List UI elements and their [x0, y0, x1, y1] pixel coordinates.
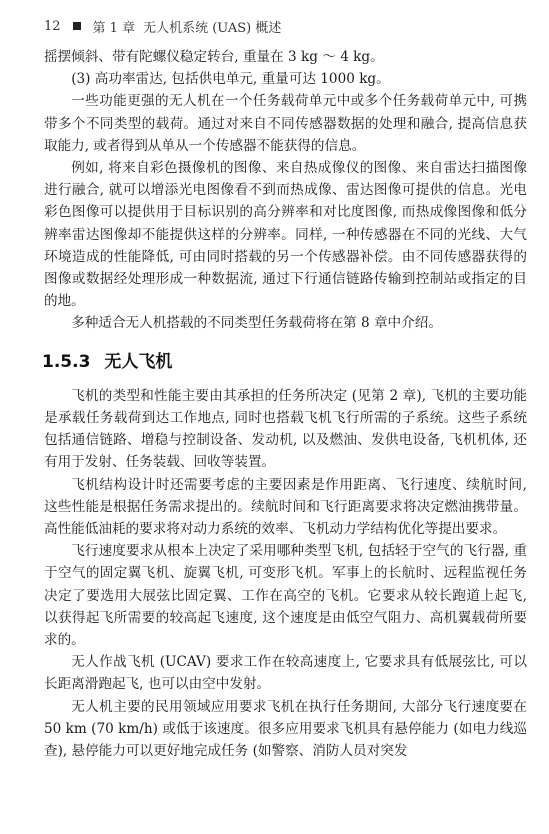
- paragraph-civil-applications: 无人机主要的民用领域应用要求飞机在执行任务期间, 大部分飞行速度要在 50 km (70 km/h) 或低于该速度。很多应用要求飞机具有悬停能力 (如电力线巡查), 悬停能力可以更好地完成任务 (如警察、消防人员对突发: [44, 698, 527, 760]
- paragraph-structure-design: 飞机结构设计时还需要考虑的主要因素是作用距离、飞行速度、续航时间, 这些性能是根据任务需求提出的。续航时间和飞行距离要求将决定燃油携带量。高性能低油耗的要求将对动力系统的效率、飞机动力学结构优化等提出要求。: [44, 476, 527, 538]
- running-header: [44, 14, 527, 38]
- chapter-label: 第 1 章: [92, 20, 136, 36]
- section-heading: [42, 351, 527, 373]
- paragraph-list-item-3: (3) 高功率雷达, 包括供电单元, 重量可达 1000 kg。: [71, 71, 390, 88]
- paragraph-continued: 摇摆倾斜、带有陀螺仪稳定转台, 重量在 3 kg ～ 4 kg。: [44, 49, 384, 65]
- paragraph-image-fusion: 例如, 将来自彩色摄像机的图像、来自热成像仪的图像、来自雷达扫描图像进行融合, 就可以增添光电图像看不到而热成像、雷达图像可提供的信息。光电彩色图像可以提供用于目标识别的高分辨率和对比度图像, 而热成像图像和低分辨率雷达图像却不能提供这样的分辨率。同样, 一种传感器在不同的光线、大气环境造成的性能降低, 可由同时搭载的另一个传感器补偿。由不同传感器获得的图像或数据经处理形成一种数据流, 通过下行通信链路传输到控制站或指定的目的地。: [44, 160, 527, 310]
- page-number: 12: [44, 18, 61, 34]
- page-body: [44, 46, 527, 762]
- square-bullet-icon: [73, 22, 81, 30]
- section-number: 1.5.3: [42, 351, 91, 372]
- paragraph-chapter-reference: 多种适合无人机搭载的不同类型任务载荷将在第 8 章中介绍。: [71, 315, 442, 332]
- paragraph-ucav: 无人作战飞机 (UCAV) 要求工作在较高速度上, 它要求具有低展弦比, 可以长距离滑跑起飞, 也可以由空中发射。: [44, 654, 527, 693]
- chapter-title: 无人机系统 (UAS) 概述: [143, 20, 282, 36]
- paragraph-aircraft-type: 飞机的类型和性能主要由其承担的任务所决定 (见第 2 章), 飞机的主要功能是承载任务载荷到达工作地点, 同时也搭载飞机飞行所需的子系统。这些子系统包括通信链路、增稳与控制设备、发动机, 以及燃油、发供电设备, 飞机机体, 还有用于发射、任务装载、回收等装置。: [44, 387, 527, 471]
- paragraph-flight-speed: 飞行速度要求从根本上决定了采用哪种类型飞机, 包括轻于空气的飞行器, 重于空气的固定翼飞机、旋翼飞机, 可变形飞机。军事上的长航时、远程监视任务决定了要选用大展弦比固定翼、工作在高空的飞机。它要求从较长跑道上起飞, 以获得起飞所需要的较高起飞速度, 这个速度是由低空气阻力、高机翼载荷所要求的。: [44, 543, 527, 649]
- section-title: 无人飞机: [104, 351, 173, 372]
- paragraph-multi-payload: 一些功能更强的无人机在一个任务载荷单元中或多个任务载荷单元中, 可携带多个不同类型的载荷。通过对来自不同传感器数据的处理和融合, 提高信息获取能力, 或者得到从单从一个传感器不能获得的信息。: [44, 93, 527, 154]
